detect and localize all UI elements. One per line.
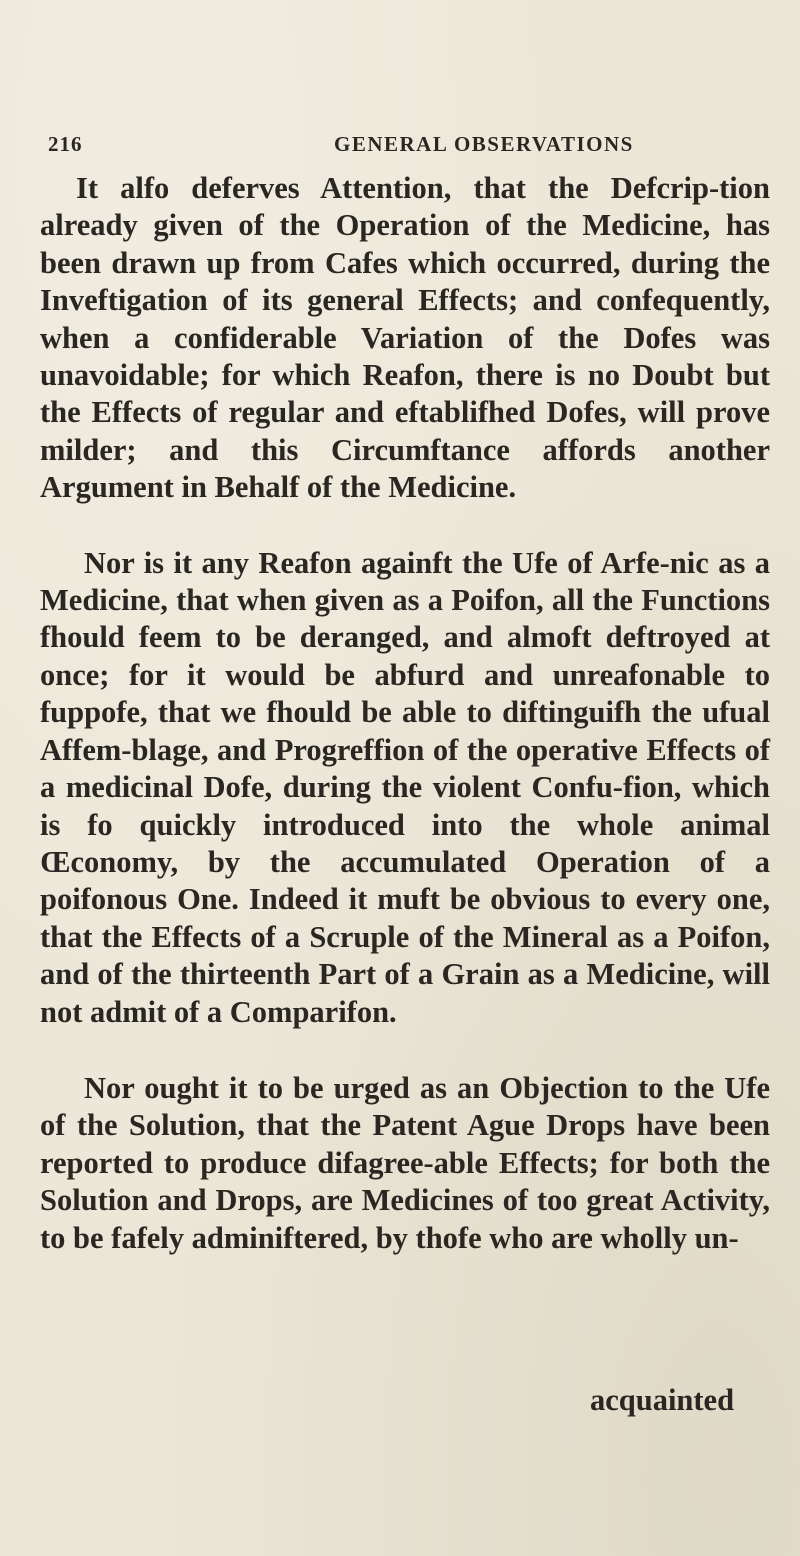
page-number: 216: [48, 132, 83, 156]
running-head: [48, 126, 748, 162]
paragraph-attention: It alfo deferves Attention, that the Defcrip-tion already given of the Operation of the Medicine, has been drawn up from Cafes which occurred, during the Inveftigation of its general Effects; and confequently, when a confiderable Variation of the Dofes was unavoidable; for which Reafon, there is no Doubt but the Effects of regular and eftablifhed Dofes, will prove milder; and this Circumftance affords another Argument in Behalf of the Medicine.: [40, 171, 770, 505]
body-text: [40, 170, 770, 1257]
catchword: acquainted: [590, 1383, 735, 1417]
running-head-title: GENERAL OBSERVATIONS: [334, 132, 634, 156]
paragraph-ague-drops: Nor ought it to be urged as an Objection to the Ufe of the Solution, that the Patent Ague Drops have been reported to produce difagree-able Effects; for both the Solution and Drops, are Medicines of too great Activity, to be fafely adminiftered, by thofe who are wholly un-: [40, 1070, 770, 1255]
paragraph-arsenic-poison: Nor is it any Reafon againft the Ufe of Arfe-nic as a Medicine, that when given as a Poifon, all the Functions fhould feem to be deranged, and almoft deftroyed at once; for it would be abfurd and unreafonable to fuppofe, that we fhould be able to diftinguifh the ufual Affem-blage, and Progreffion of the operative Effects of a medicinal Dofe, during the violent Confu-fion, which is fo quickly introduced into the whole animal Œconomy, by the accumulated Operation of a poifonous One. Indeed it muft be obvious to every one, that the Effects of a Scruple of the Mineral as a Poifon, and of the thirteenth Part of a Grain as a Medicine, will not admit of a Comparifon.: [40, 545, 770, 1029]
